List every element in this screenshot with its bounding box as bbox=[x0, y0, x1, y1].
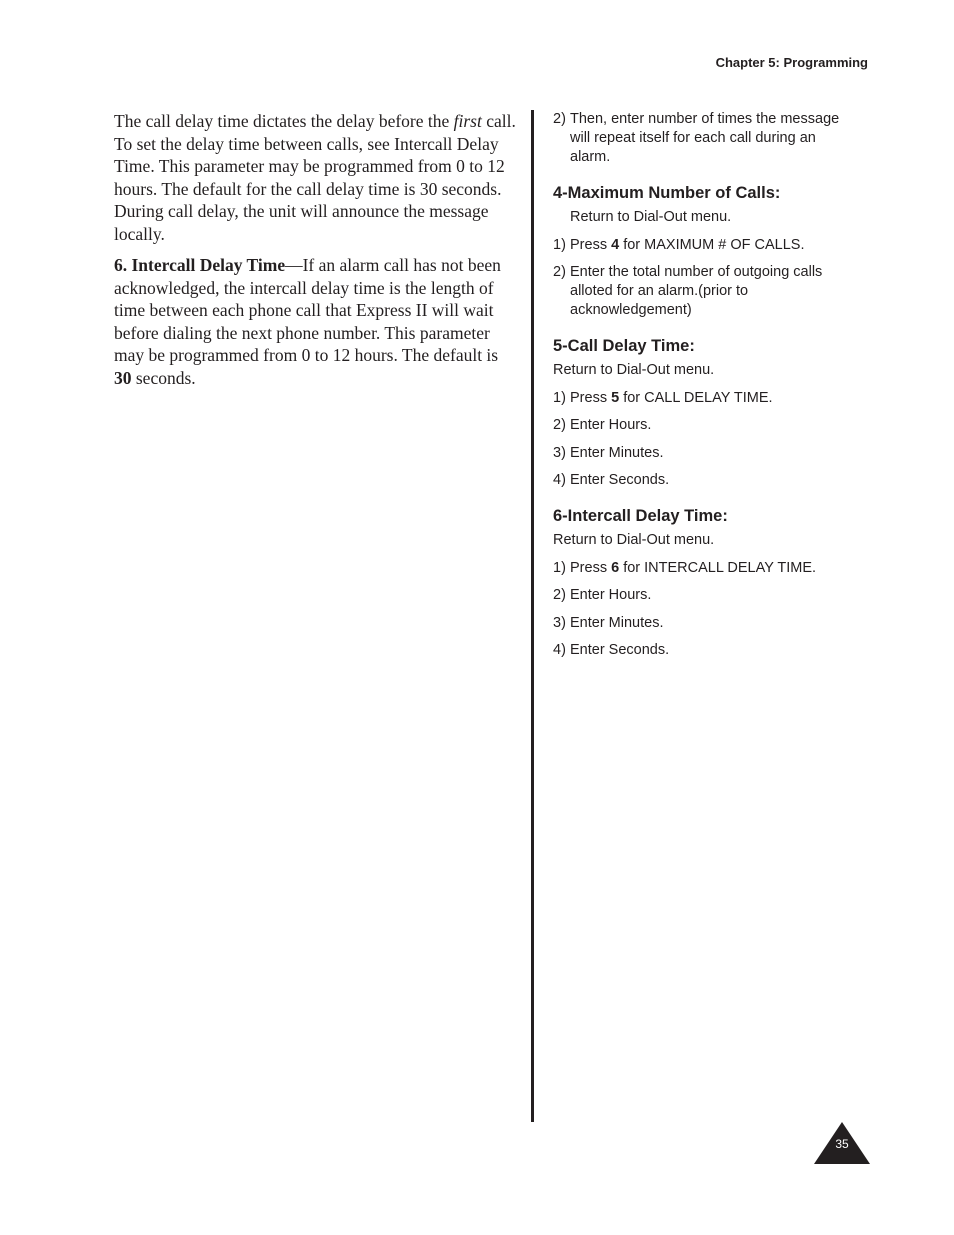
step-item bbox=[553, 416, 853, 435]
step-text: Enter Minutes. bbox=[570, 444, 664, 461]
p2-text-b: seconds. bbox=[131, 367, 196, 388]
step-item bbox=[553, 559, 853, 578]
page-number: 35 bbox=[835, 1137, 849, 1151]
step-number: 1) bbox=[553, 236, 566, 253]
step-number: 2) bbox=[553, 264, 566, 280]
step-text: Then, enter number of times the message will repeat itself for each call during an alarm. bbox=[570, 111, 840, 165]
step-number: 3) bbox=[553, 444, 566, 461]
step-text: Enter the total number of outgoing calls alloted for an alarm.(prior to acknowledgement) bbox=[570, 264, 823, 318]
step-text-a: Press bbox=[570, 559, 612, 576]
p1-emphasis: first bbox=[453, 111, 482, 131]
chapter-header: Chapter 5: Programming bbox=[715, 55, 868, 70]
step-number: 1) bbox=[553, 559, 566, 576]
step-item bbox=[553, 444, 853, 463]
step-number: 1) bbox=[553, 389, 566, 406]
step-number: 3) bbox=[553, 614, 566, 631]
step-item bbox=[553, 389, 853, 408]
step-item bbox=[553, 263, 853, 320]
step-key: 4 bbox=[611, 236, 620, 253]
step-text: Enter Seconds. bbox=[570, 472, 670, 488]
call-delay-paragraph bbox=[114, 110, 518, 245]
step-number: 2) bbox=[553, 111, 566, 127]
right-column bbox=[553, 110, 853, 669]
step-number: 4) bbox=[553, 642, 566, 658]
column-divider bbox=[531, 110, 534, 1122]
step-number: 4) bbox=[553, 472, 566, 488]
section-heading-call-delay: 5-Call Delay Time: bbox=[553, 337, 695, 355]
step-text-b: for CALL DELAY TIME. bbox=[619, 389, 773, 406]
section-heading-max-calls: 4-Maximum Number of Calls: bbox=[553, 184, 781, 202]
step-text-b: for INTERCALL DELAY TIME. bbox=[619, 559, 817, 576]
left-column bbox=[114, 110, 518, 398]
section-intro: Return to Dial-Out menu. bbox=[570, 209, 732, 225]
step-item bbox=[553, 614, 853, 633]
section-intro: Return to Dial-Out menu. bbox=[553, 532, 715, 548]
p2-default-value: 30 bbox=[114, 367, 132, 388]
step-item bbox=[553, 586, 853, 605]
step-repeat-count bbox=[553, 110, 853, 167]
p2-text-a: —If an alarm call has not been acknowledged, the intercall delay time is the length of time between each phone call that Express II will wait before dialing the next phone number. This parameter may be programmed from 0 to 12 hours. The default is bbox=[114, 255, 501, 365]
step-text: Enter Hours. bbox=[570, 587, 652, 603]
intercall-delay-paragraph bbox=[114, 254, 518, 389]
step-text: Enter Seconds. bbox=[570, 642, 670, 658]
step-key: 5 bbox=[611, 389, 620, 406]
step-item bbox=[553, 641, 853, 660]
p1-text-a: The call delay time dictates the delay before the bbox=[114, 111, 454, 131]
section-intro: Return to Dial-Out menu. bbox=[553, 362, 715, 378]
step-text bbox=[570, 236, 853, 255]
p1-text-b: call. To set the delay time between calls, see Intercall Delay Time. This parameter may be programmed from 0 to 12 hours. The default for the call delay time is 30 seconds. During call delay, the unit will announce the message locally. bbox=[114, 111, 516, 244]
step-key: 6 bbox=[611, 559, 620, 576]
step-text: Enter Minutes. bbox=[570, 614, 664, 631]
step-item bbox=[553, 471, 853, 490]
step-number: 2) bbox=[553, 587, 566, 603]
section-heading-intercall-delay: 6-Intercall Delay Time: bbox=[553, 507, 728, 525]
step-text-a: Press bbox=[570, 389, 612, 406]
step-text: Enter Hours. bbox=[570, 417, 652, 433]
step-number: 2) bbox=[553, 417, 566, 433]
step-text-a: Press bbox=[570, 236, 612, 253]
step-text bbox=[570, 559, 853, 578]
step-item bbox=[553, 236, 853, 255]
p2-heading: 6. Intercall Delay Time bbox=[114, 255, 286, 275]
step-text-b: for MAXIMUM # OF CALLS. bbox=[619, 236, 805, 253]
step-text bbox=[570, 389, 853, 408]
